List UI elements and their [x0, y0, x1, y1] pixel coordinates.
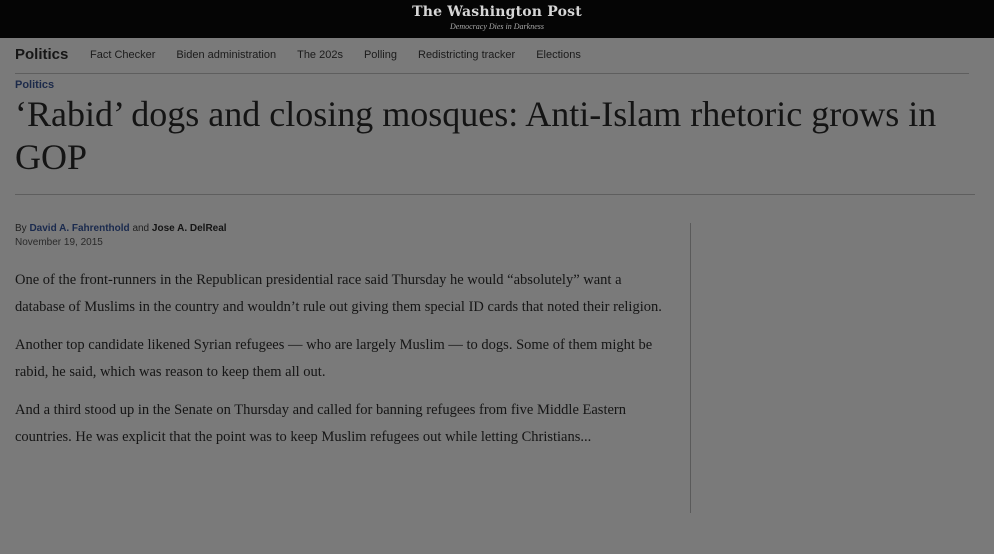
section-title[interactable]: Politics — [15, 46, 69, 63]
article-paragraph: And a third stood up in the Senate on Thursday and called for banning refugees from five Middle Eastern countries. He was explicit that the point was to keep Muslim refugees out while letting Christians... — [15, 402, 626, 445]
section-nav — [15, 40, 969, 74]
author-link-2[interactable]: Jose A. DelReal — [151, 223, 227, 234]
article-paragraph: One of the front-runners in the Republican presidential race said Thursday he would “absolutely” want a database of Muslims in the country and wouldn’t rule out giving them special ID cards that noted their religion. — [15, 272, 662, 315]
nav-link-redistricting-tracker[interactable]: Redistricting tracker — [418, 49, 516, 61]
article-paragraph: Another top candidate likened Syrian refugees — who are largely Muslim — to dogs. Some of them might be rabid, he said, which was reason to keep them all out. — [15, 337, 653, 380]
headline-divider — [15, 194, 975, 195]
article-headline: ‘Rabid’ dogs and closing mosques: Anti-Islam rhetoric grows in GOP — [15, 94, 937, 177]
byline — [15, 223, 227, 234]
nav-link-the-202s[interactable]: The 202s — [297, 49, 343, 61]
author-link-1[interactable]: David A. Fahrenthold — [29, 223, 130, 234]
byline-prefix: By — [15, 223, 27, 234]
nav-link-elections[interactable]: Elections — [536, 49, 581, 61]
publish-date: November 19, 2015 — [15, 237, 103, 248]
masthead-bar — [0, 0, 994, 38]
site-tagline: Democracy Dies in Darkness — [450, 22, 544, 31]
section-links — [90, 49, 581, 61]
site-logo[interactable]: The Washington Post — [412, 4, 582, 20]
nav-link-fact-checker[interactable]: Fact Checker — [90, 49, 156, 61]
nav-link-polling[interactable]: Polling — [363, 49, 397, 61]
article-kicker[interactable]: Politics — [15, 79, 55, 91]
byline-and: and — [132, 223, 150, 234]
article-body — [15, 267, 665, 462]
column-divider — [690, 223, 691, 513]
nav-link-biden-administration[interactable]: Biden administration — [176, 49, 277, 61]
